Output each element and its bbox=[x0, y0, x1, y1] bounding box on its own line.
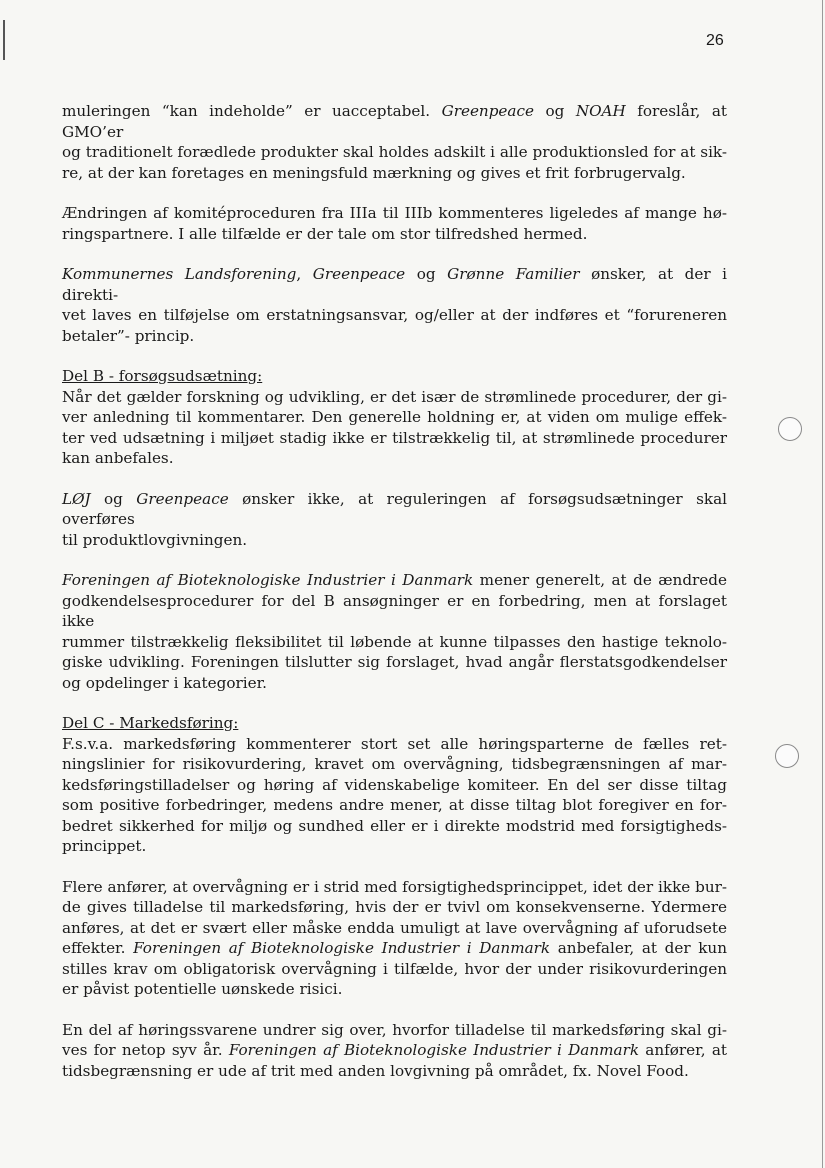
text-run: til produktlovgivningen. bbox=[62, 530, 248, 549]
italic-name: Foreningen af Bioteknologiske Industrier i Danmark bbox=[133, 939, 551, 957]
text-line bbox=[62, 938, 727, 959]
text-line bbox=[62, 673, 727, 694]
text-line bbox=[62, 754, 727, 775]
paragraph bbox=[62, 570, 727, 693]
paragraph bbox=[62, 489, 727, 551]
paragraph bbox=[62, 203, 727, 244]
text-run: re, at der kan foretages en meningsfuld mærkning og gives et frit forbrugervalg. bbox=[62, 163, 686, 182]
text-run: Når det gælder forskning og udvikling, er det især de strømlinede procedurer, der gi- bbox=[62, 387, 727, 406]
text-line bbox=[62, 530, 727, 551]
text-line bbox=[62, 448, 727, 469]
text-line bbox=[62, 305, 727, 326]
text-run: ningslinier for risikovurdering, kravet om overvågning, tidsbegrænsningen af mar- bbox=[62, 755, 727, 773]
text-run: Flere anfører, at overvågning er i strid med forsigtighedsprincippet, idet der ikke bur- bbox=[62, 877, 727, 896]
italic-name: LØJ bbox=[62, 489, 91, 508]
text-run: og traditionelt forædlede produkter skal holdes adskilt i alle produktionsled for at sik- bbox=[62, 143, 727, 161]
paragraph bbox=[62, 877, 727, 1000]
text-line bbox=[62, 489, 727, 530]
text-line bbox=[62, 1061, 727, 1082]
text-run: ønsker ikke, at reguleringen af forsøgsudsætninger skal overføres bbox=[62, 489, 727, 528]
text-line bbox=[62, 897, 727, 918]
text-run: anbefaler, at der kun bbox=[550, 939, 727, 957]
text-line bbox=[62, 264, 727, 305]
text-run: foreslår, at GMO’er bbox=[62, 102, 728, 141]
text-run: rummer tilstrækkelig fleksibilitet til løbende at kunne tilpasses den hastige teknolo- bbox=[62, 632, 727, 651]
text-run: ver anledning til kommentarer. Den generelle holdning er, at viden om mulige effek- bbox=[62, 408, 727, 426]
text-run: som positive forbedringer, medens andre mener, at disse tiltag blot foregiver en for- bbox=[62, 796, 727, 814]
text-line bbox=[62, 163, 727, 184]
section-heading: Del B - forsøgsudsætning: bbox=[62, 367, 263, 385]
paragraph bbox=[62, 264, 727, 346]
text-line bbox=[62, 203, 727, 224]
text-run: de gives tilladelse til markedsføring, hvis der er tvivl om konsekvenserne. Ydermere bbox=[62, 898, 727, 916]
text-run: mener generelt, at de ændrede bbox=[473, 571, 727, 589]
paragraph bbox=[62, 101, 727, 183]
text-run: muleringen “kan indeholde” er uacceptabel. bbox=[62, 102, 442, 120]
text-line bbox=[62, 1040, 727, 1061]
text-line bbox=[62, 632, 727, 653]
text-run: betaler”- princip. bbox=[62, 326, 195, 345]
text-run: ringspartnere. I alle tilfælde er der tale om stor tilfredshed hermed. bbox=[62, 224, 588, 243]
page-edge-line bbox=[822, 0, 823, 1168]
text-run: ter ved udsætning i miljøet stadig ikke er tilstrækkelig til, at strømlinede procedurer bbox=[62, 428, 727, 447]
text-run: og bbox=[405, 265, 448, 283]
italic-name: Grønne Familier bbox=[447, 265, 580, 283]
text-line bbox=[62, 1020, 727, 1041]
text-run: bedret sikkerhed for miljø og sundhed eller er i direkte modstrid med forsigtigheds- bbox=[62, 816, 727, 835]
text-line bbox=[62, 979, 727, 1000]
italic-name: Greenpeace bbox=[312, 265, 406, 283]
text-line bbox=[62, 387, 727, 408]
scan-edge-mark bbox=[3, 20, 5, 60]
text-line bbox=[62, 570, 727, 591]
italic-name: Foreningen af Bioteknologiske Industrier i Danmark bbox=[228, 1041, 640, 1059]
document-body bbox=[62, 101, 727, 1101]
page-number: 26 bbox=[706, 32, 724, 49]
italic-name: NOAH bbox=[575, 102, 626, 120]
text-line bbox=[62, 795, 727, 816]
text-run: og bbox=[533, 102, 576, 120]
punch-hole bbox=[778, 417, 802, 441]
text-line bbox=[62, 142, 727, 163]
paragraph bbox=[62, 713, 727, 857]
text-run: er påvist potentielle uønskede risici. bbox=[62, 980, 343, 998]
text-run: giske udvikling. Foreningen tilslutter sig forslaget, hvad angår flerstatsgodkendelser bbox=[62, 653, 727, 671]
text-run: princippet. bbox=[62, 837, 147, 855]
paragraph bbox=[62, 1020, 727, 1082]
paragraph bbox=[62, 366, 727, 469]
text-line bbox=[62, 959, 727, 980]
text-line bbox=[62, 816, 727, 837]
text-line bbox=[62, 918, 727, 939]
italic-name: Greenpeace bbox=[136, 489, 229, 508]
text-run: stilles krav om obligatorisk overvågning i tilfælde, hvor der under risikovurderingen bbox=[62, 959, 727, 978]
text-run: effekter. bbox=[62, 939, 134, 957]
text-line bbox=[62, 836, 727, 857]
italic-name: Greenpeace bbox=[441, 102, 534, 120]
text-line bbox=[62, 734, 727, 755]
italic-name: Foreningen af Bioteknologiske Industrier i Danmark bbox=[62, 571, 474, 589]
text-run: kedsføringstilladelser og høring af videnskabelige komiteer. En del ser disse tiltag bbox=[62, 775, 727, 794]
text-run: tidsbegrænsning er ude af trit med anden lovgivning på området, fx. Novel Food. bbox=[62, 1061, 689, 1080]
text-line bbox=[62, 224, 727, 245]
text-line bbox=[62, 326, 727, 347]
text-line bbox=[62, 101, 727, 142]
text-run: kan anbefales. bbox=[62, 449, 174, 467]
text-run: anfører, at bbox=[639, 1041, 727, 1059]
text-run: og opdelinger i kategorier. bbox=[62, 673, 267, 692]
text-run: og bbox=[90, 489, 137, 508]
text-run: , bbox=[296, 265, 313, 283]
text-run: vet laves en tilføjelse om erstatningsansvar, og/eller at der indføres et “forureneren bbox=[62, 306, 727, 324]
text-line bbox=[62, 591, 727, 632]
text-run: ves for netop syv år. bbox=[62, 1041, 229, 1059]
text-line bbox=[62, 775, 727, 796]
punch-hole bbox=[775, 744, 799, 768]
text-run: Ændringen af komitéproceduren fra IIIa til IIIb kommenteres ligeledes af mange hø- bbox=[62, 204, 727, 222]
italic-name: Kommunernes Landsforening bbox=[62, 265, 297, 283]
text-run: anføres, at det er svært eller måske endda umuligt at lave overvågning af uforudsete bbox=[62, 918, 727, 937]
text-line bbox=[62, 877, 727, 898]
text-run: En del af høringssvarene undrer sig over, hvorfor tilladelse til markedsføring skal gi- bbox=[62, 1020, 727, 1039]
section-heading: Del C - Markedsføring: bbox=[62, 714, 239, 732]
text-run: godkendelsesprocedurer for del B ansøgninger er en forbedring, men at forslaget ikke bbox=[62, 591, 727, 630]
text-line bbox=[62, 428, 727, 449]
text-line bbox=[62, 407, 727, 428]
text-line bbox=[62, 652, 727, 673]
text-run: F.s.v.a. markedsføring kommenterer stort set alle høringsparterne de fælles ret- bbox=[62, 734, 727, 753]
text-run: ønsker, at der i direkti- bbox=[62, 265, 728, 304]
